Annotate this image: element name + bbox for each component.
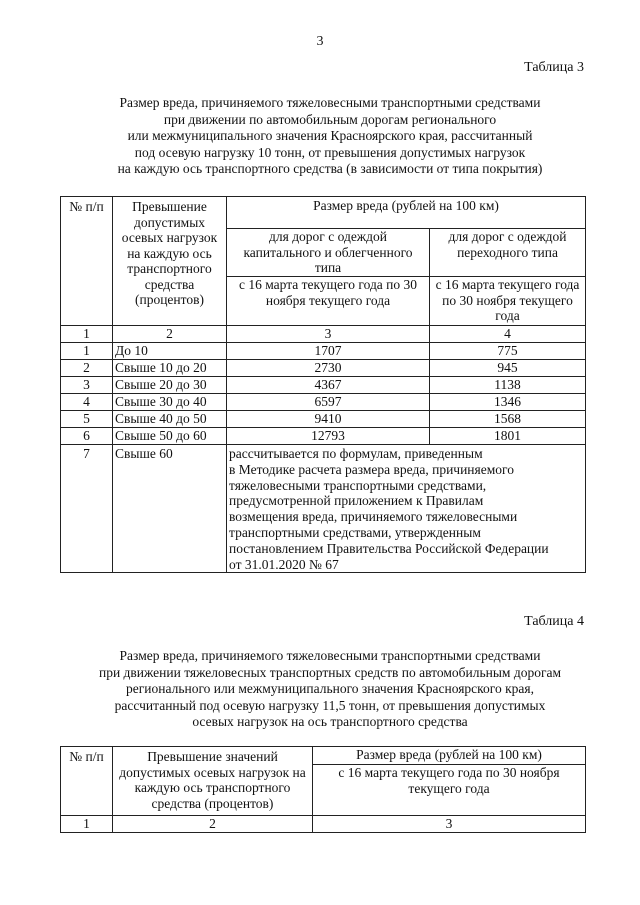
col-number: 3 <box>313 816 586 833</box>
row-num: 3 <box>61 377 113 394</box>
row-capital-value: 1707 <box>227 343 430 360</box>
damage-table-3 <box>60 196 586 573</box>
title-line: рассчитанный под осевую нагрузку 11,5 тонн, от превышения допустимых <box>114 697 546 713</box>
row-range: До 10 <box>113 343 227 360</box>
title-line: осевых нагрузок на ось транспортного средства <box>192 714 468 729</box>
table-row <box>61 411 586 428</box>
col-number: 3 <box>227 326 430 343</box>
col-number: 1 <box>61 816 113 833</box>
table3-title <box>70 95 590 178</box>
row-capital-value: 9410 <box>227 411 430 428</box>
row-num: 7 <box>61 445 113 573</box>
col-number: 4 <box>430 326 586 343</box>
page-number: 3 <box>316 34 324 49</box>
row-transitional-value: 1801 <box>430 428 586 445</box>
table4-label: Таблица 4 <box>524 614 584 629</box>
row-num: 4 <box>61 394 113 411</box>
row-num: 6 <box>61 428 113 445</box>
table-row <box>61 343 586 360</box>
header-damage: Размер вреда (рублей на 100 км) <box>313 747 586 765</box>
table4-title <box>70 648 590 731</box>
formula-note <box>227 445 586 573</box>
row-transitional-value: 1346 <box>430 394 586 411</box>
header-period: с 16 марта текущего года по 30 ноября текущего года <box>313 765 586 816</box>
header-excess: Превышение допустимых осевых нагрузок на каждую ось транспортного средства (процентов) <box>113 197 227 326</box>
title-line: или межмуниципального значения Красноярского края, рассчитанный <box>127 128 533 143</box>
note-line: рассчитывается по формулам, приведенным <box>229 446 483 461</box>
col-number: 2 <box>113 816 313 833</box>
row-num: 1 <box>61 343 113 360</box>
row-range: Свыше 20 до 30 <box>113 377 227 394</box>
row-transitional-value: 1568 <box>430 411 586 428</box>
row-capital-value: 12793 <box>227 428 430 445</box>
header-period-capital: с 16 марта текущего года по 30 ноября текущего года <box>227 277 430 326</box>
header-damage: Размер вреда (рублей на 100 км) <box>227 197 586 229</box>
note-line: тяжеловесными транспортными средствами, <box>229 477 487 493</box>
title-line: Размер вреда, причиняемого тяжеловесными транспортными средствами <box>119 95 541 110</box>
col-number: 1 <box>61 326 113 343</box>
row-num: 5 <box>61 411 113 428</box>
col-number: 2 <box>113 326 227 343</box>
column-number-row <box>61 816 586 833</box>
row-capital-value: 2730 <box>227 360 430 377</box>
row-range: Свыше 60 <box>113 445 227 573</box>
table-row <box>61 377 586 394</box>
title-line: регионального или межмуниципального значения Красноярского края, <box>126 681 534 696</box>
title-line: Размер вреда, причиняемого тяжеловесными транспортными средствами <box>119 648 541 663</box>
row-transitional-value: 1138 <box>430 377 586 394</box>
note-line: в Методике расчета размера вреда, причиняемого <box>229 461 514 477</box>
table-row <box>61 428 586 445</box>
row-transitional-value: 945 <box>430 360 586 377</box>
row-capital-value: 6597 <box>227 394 430 411</box>
row-range: Свыше 30 до 40 <box>113 394 227 411</box>
note-line: возмещения вреда, причиняемого тяжеловесными <box>229 509 518 525</box>
note-line: постановлением Правительства Российской Федерации <box>229 540 549 556</box>
header-period-transitional: с 16 марта текущего года по 30 ноября текущего года <box>430 277 586 326</box>
header-num: № п/п <box>61 747 113 816</box>
title-line: при движении по автомобильным дорогам регионального <box>163 111 497 127</box>
damage-table-4 <box>60 746 586 833</box>
row-range: Свыше 40 до 50 <box>113 411 227 428</box>
note-line: от 31.01.2020 № 67 <box>229 556 339 572</box>
title-line: под осевую нагрузку 10 тонн, от превышения допустимых нагрузок <box>134 144 526 160</box>
row-num: 2 <box>61 360 113 377</box>
header-capital-type: для дорог с одеждой капитального и облегченного типа <box>227 229 430 277</box>
header-excess: Превышение значений допустимых осевых нагрузок на каждую ось транспортного средства (процентов) <box>113 747 313 816</box>
column-number-row <box>61 326 586 343</box>
row-range: Свыше 50 до 60 <box>113 428 227 445</box>
table-row <box>61 360 586 377</box>
header-num: № п/п <box>61 197 113 326</box>
row-transitional-value: 775 <box>430 343 586 360</box>
title-line: при движении тяжеловесных транспортных средств по автомобильным дорогам <box>98 664 562 680</box>
note-line: предусмотренной приложением к Правилам <box>229 493 484 509</box>
table-row <box>61 445 586 573</box>
title-line: на каждую ось транспортного средства (в зависимости от типа покрытия) <box>117 161 543 176</box>
note-line: транспортными средствами, утвержденным <box>229 524 481 540</box>
row-capital-value: 4367 <box>227 377 430 394</box>
row-range: Свыше 10 до 20 <box>113 360 227 377</box>
header-transitional-type: для дорог с одеждой переходного типа <box>430 229 586 277</box>
table-row <box>61 394 586 411</box>
table3-label: Таблица 3 <box>524 60 584 75</box>
